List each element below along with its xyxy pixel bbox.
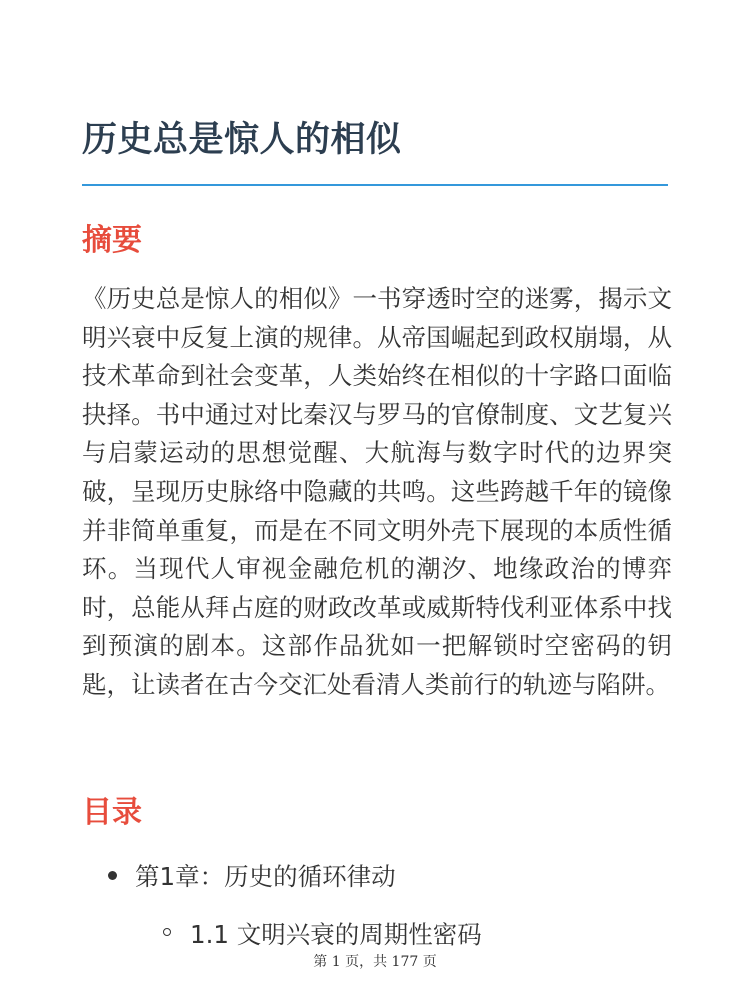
footer-middle: 页，共 (345, 954, 388, 970)
title-divider (82, 184, 668, 186)
bullet-circle-icon (163, 928, 171, 936)
footer-current-page: 1 (331, 954, 341, 970)
page-footer (0, 950, 750, 972)
toc-item-section-1-1[interactable]: 1.1 文明兴衰的周期性密码 (190, 920, 482, 949)
abstract-heading: 摘要 (82, 223, 142, 258)
toc-item-chapter-1[interactable]: 第1章：历史的循环律动 (135, 862, 396, 891)
bullet-disc-icon (108, 871, 117, 880)
footer-suffix: 页 (422, 954, 437, 970)
toc-heading: 目录 (82, 795, 142, 830)
book-title: 历史总是惊人的相似 (82, 120, 402, 160)
abstract-text: 《历史总是惊人的相似》一书穿透时空的迷雾，揭示文明兴衰中反复上演的规律。从帝国崛起到政权崩塌，从技术革命到社会变革，人类始终在相似的十字路口面临抉择。书中通过对比秦汉与罗马的官僚制度、文艺复兴与启蒙运动的思想觉醒、大航海与数字时代的边界突破，呈现历史脉络中隐藏的共鸣。这些跨越千年的镜像并非简单重复，而是在不同文明外壳下展现的本质性循环。当现代人审视金融危机的潮汐、地缘政治的博弈时，总能从拜占庭的财政改革或威斯特伐利亚体系中找到预演的剧本。这部作品犹如一把解锁时空密码的钥匙，让读者在古今交汇处看清人类前行的轨迹与陷阱。 (82, 284, 672, 699)
footer-total-pages: 177 (391, 954, 419, 970)
footer-prefix: 第 (313, 954, 328, 970)
